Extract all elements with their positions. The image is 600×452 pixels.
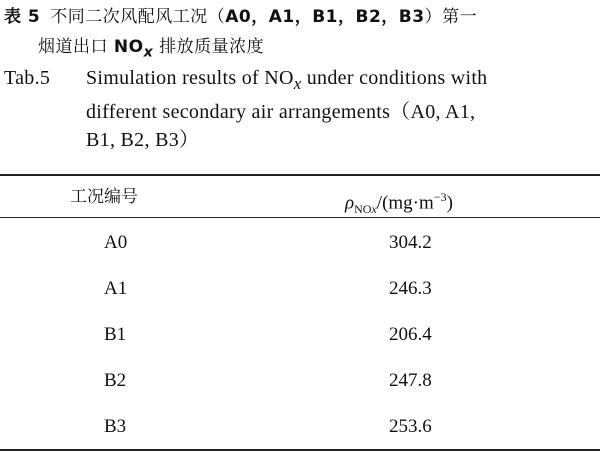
- table-row: [0, 220, 600, 266]
- header-condition: 工况编号: [70, 187, 138, 207]
- caption-cn-nox: NO: [113, 37, 144, 57]
- header-unit: /(mg·m: [376, 192, 434, 214]
- header-unit-sup: −3: [433, 190, 447, 204]
- table-number-en: Tab.5: [4, 67, 51, 89]
- table-bottom-rule: [0, 449, 600, 451]
- header-rho-sub-x: x: [371, 202, 377, 217]
- row-condition: B2: [104, 370, 127, 391]
- caption-cn-line2-part2: 排放质量浓度: [153, 37, 265, 57]
- row-value: 247.8: [389, 370, 432, 391]
- caption-en-line1-part1: Simulation results of NO: [86, 67, 294, 89]
- row-value: 206.4: [389, 324, 432, 345]
- row-value: 246.3: [389, 278, 432, 299]
- caption-en-line1-part2: under conditions with: [301, 67, 488, 89]
- header-unit-close: ): [446, 192, 453, 214]
- header-rho: ρ: [345, 192, 355, 214]
- caption-cn-title-part1: 不同二次风配风工况（: [50, 7, 226, 27]
- caption-cn-title-part2: ）第一: [424, 7, 478, 27]
- caption-cn-line2: [4, 32, 596, 67]
- table-row: [0, 358, 600, 404]
- caption-en-line3: B1, B2, B3）: [86, 129, 200, 151]
- table-header-rule: [0, 217, 600, 218]
- table-row: [0, 266, 600, 312]
- row-condition: B3: [104, 416, 127, 437]
- caption-cn-conditions: A0，A1，B1，B2，B3: [225, 7, 425, 27]
- table-top-rule: [0, 174, 600, 176]
- table-caption-english: [4, 64, 598, 154]
- table-row: [0, 312, 600, 358]
- header-concentration: [345, 185, 453, 221]
- row-condition: A1: [104, 278, 128, 299]
- table-caption-chinese: [4, 2, 596, 67]
- row-value: 253.6: [389, 416, 432, 437]
- caption-en-line2: different secondary air arrangements（A0, A1,: [86, 101, 476, 123]
- row-condition: A0: [104, 232, 128, 253]
- row-condition: B1: [104, 324, 127, 345]
- table-row: [0, 404, 600, 450]
- caption-en-line1-sub: x: [293, 74, 302, 93]
- row-value: 304.2: [389, 232, 432, 253]
- caption-cn-line2-part1: 烟道出口: [38, 37, 114, 57]
- table-number-cn: 表 5: [4, 7, 41, 27]
- caption-cn-nox-sub: x: [143, 44, 154, 61]
- header-rho-sub: NO: [354, 202, 372, 217]
